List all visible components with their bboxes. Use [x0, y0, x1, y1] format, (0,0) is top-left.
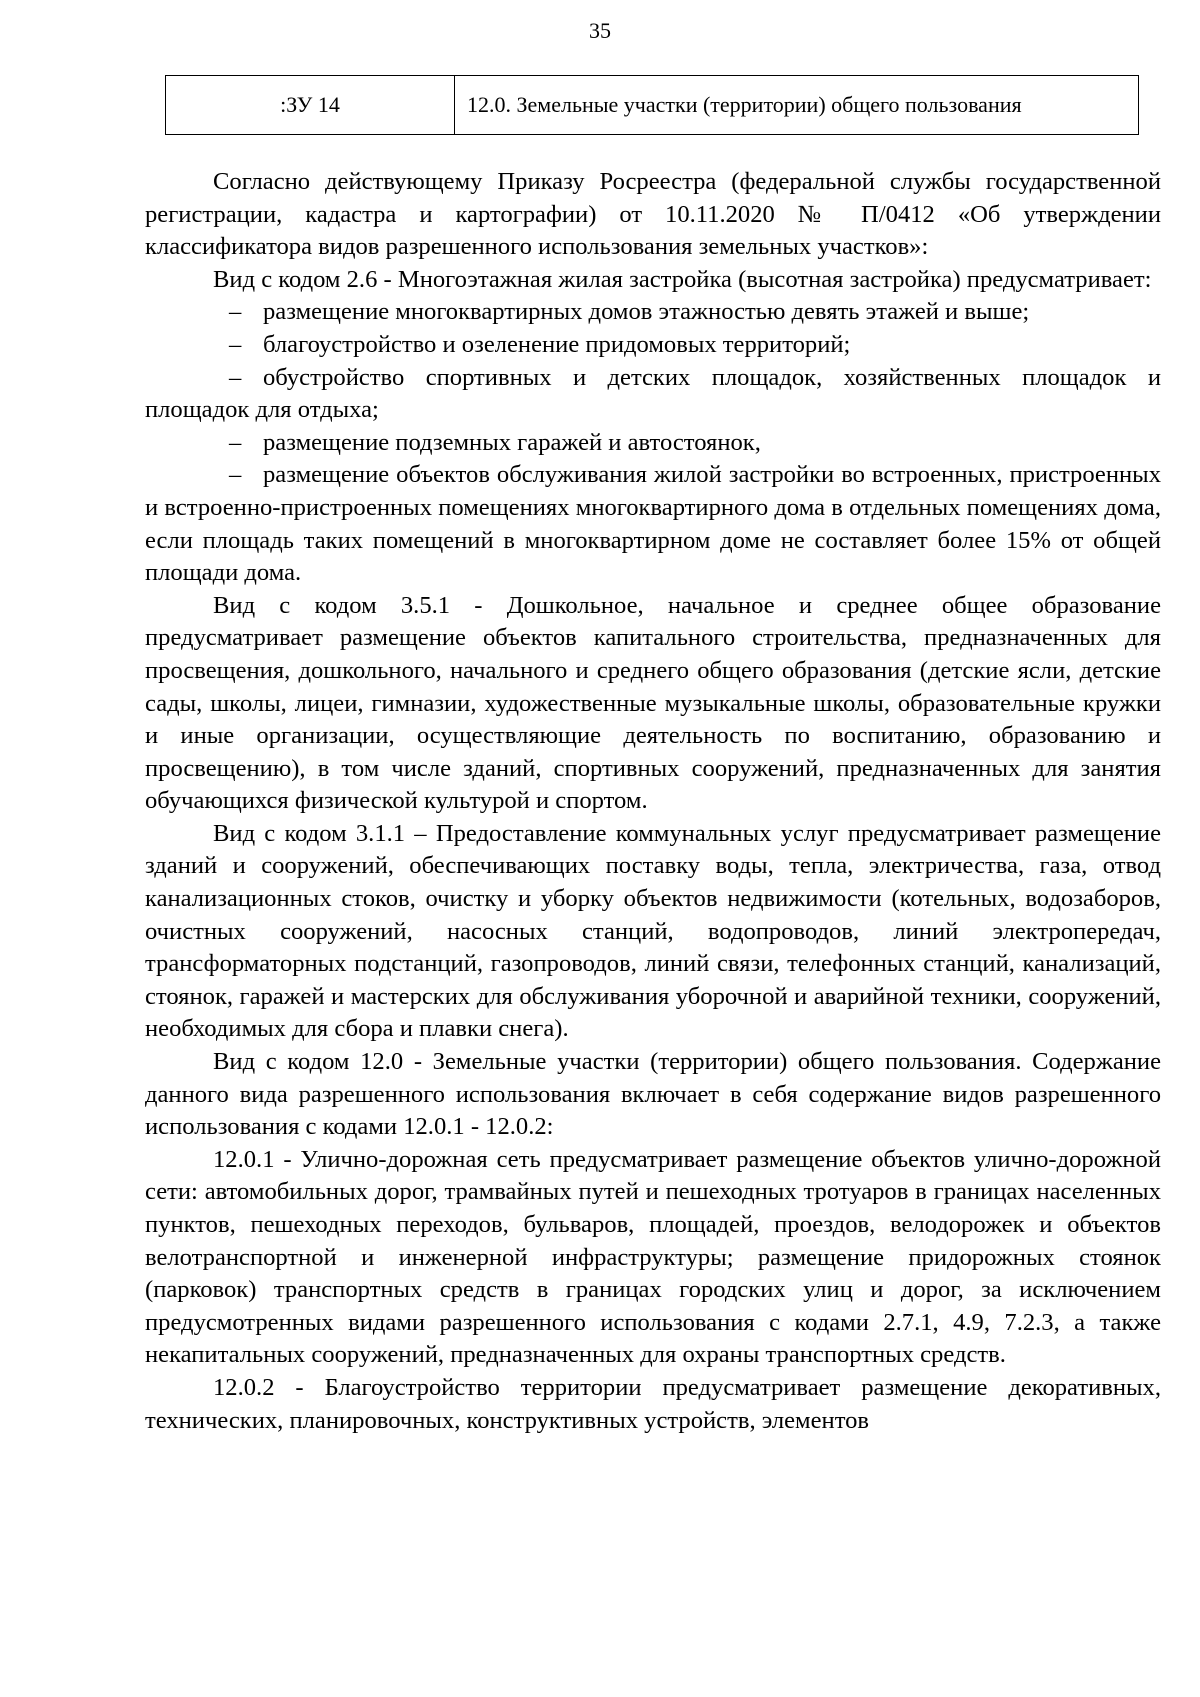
bullet-item: – размещение многоквартирных домов этажностью девять этажей и выше; [145, 296, 1161, 329]
bullet-item: – размещение подземных гаражей и автостоянок, [145, 427, 1161, 460]
zone-code-cell: :ЗУ 14 [166, 76, 455, 135]
page-number: 35 [589, 18, 611, 43]
bullet-item: – обустройство спортивных и детских площадок, хозяйственных площадок и площадок для отдыха; [145, 362, 1161, 427]
bullet-item: – благоустройство и озеленение придомовых территорий; [145, 329, 1161, 362]
paragraph-code-2-6: Вид с кодом 2.6 - Многоэтажная жилая застройка (высотная застройка) предусматривает: [213, 265, 1152, 293]
zone-use-cell: 12.0. Земельные участки (территории) общего пользования [455, 76, 1139, 135]
zone-table-row [166, 76, 1139, 135]
paragraph-code-12-0-2: 12.0.2 - Благоустройство территории предусматривает размещение декоративных, технических, планировочных, конструктивных устройств, элементов [145, 1373, 1161, 1434]
paragraph-code-12-0: Вид с кодом 12.0 - Земельные участки (территории) общего пользования. Содержание данного вида разрешенного использования включает в себя содержание видов разрешенного использования с кодами 12.0.1 - 12.0.2: [145, 1048, 1161, 1141]
paragraph-code-3-1-1: Вид с кодом 3.1.1 – Предоставление коммунальных услуг предусматривает размещение зданий и сооружений, обеспечивающих поставку воды, тепла, электричества, газа, отвод канализационных стоков, очистку и уборку объектов недвижимости (котельных, водозаборов, очистных сооружений, насосных станций, водопроводов, линий электропередач, трансформаторных подстанций, газопроводов, линий связи, телефонных станций, канализаций, стоянок, гаражей и мастерских для обслуживания уборочной и аварийной техники, сооружений, необходимых для сбора и плавки снега). [145, 819, 1161, 1043]
paragraph-code-3-5-1: Вид с кодом 3.5.1 - Дошкольное, начальное и среднее общее образование предусматривает размещение объектов капитального строительства, предназначенных для просвещения, дошкольного, начального и среднего общего образования (детские ясли, детские сады, школы, лицеи, гимназии, художественные музыкальные школы, образовательные кружки и иные организации, осуществляющие деятельность по воспитанию, образованию и просвещению), в том числе зданий, спортивных сооружений, предназначенных для занятия обучающихся физической культурой и спортом. [145, 591, 1161, 815]
zone-table [165, 75, 1139, 135]
intro-paragraph: Согласно действующему Приказу Росреестра (федеральной службы государственной регистрации, кадастра и картографии) от 10.11.2020 № П/0412 «Об утверждении классификатора видов разрешенного использования земельных участков»: [145, 168, 1161, 261]
bullet-item: – размещение объектов обслуживания жилой застройки во встроенных, пристроенных и встроенно-пристроенных помещениях многоквартирного дома в отдельных помещениях дома, если площадь таких помещений в многоквартирном доме не составляет более 15% от общей площади дома. [145, 459, 1161, 589]
body-text [145, 166, 1161, 1437]
paragraph-code-12-0-1: 12.0.1 - Улично-дорожная сеть предусматривает размещение объектов улично-дорожной сети: автомобильных дорог, трамвайных путей и пешеходных тротуаров в границах населенных пунктов, пешеходных переходов, бульваров, площадей, проездов, велодорожек и объектов велотранспортной и инженерной инфраструктуры; размещение придорожных стоянок (парковок) транспортных средств в границах городских улиц и дорог, за исключением предусмотренных видами разрешенного использования с кодами 2.7.1, 4.9, 7.2.3, а также некапитальных сооружений, предназначенных для охраны транспортных средств. [145, 1145, 1161, 1369]
